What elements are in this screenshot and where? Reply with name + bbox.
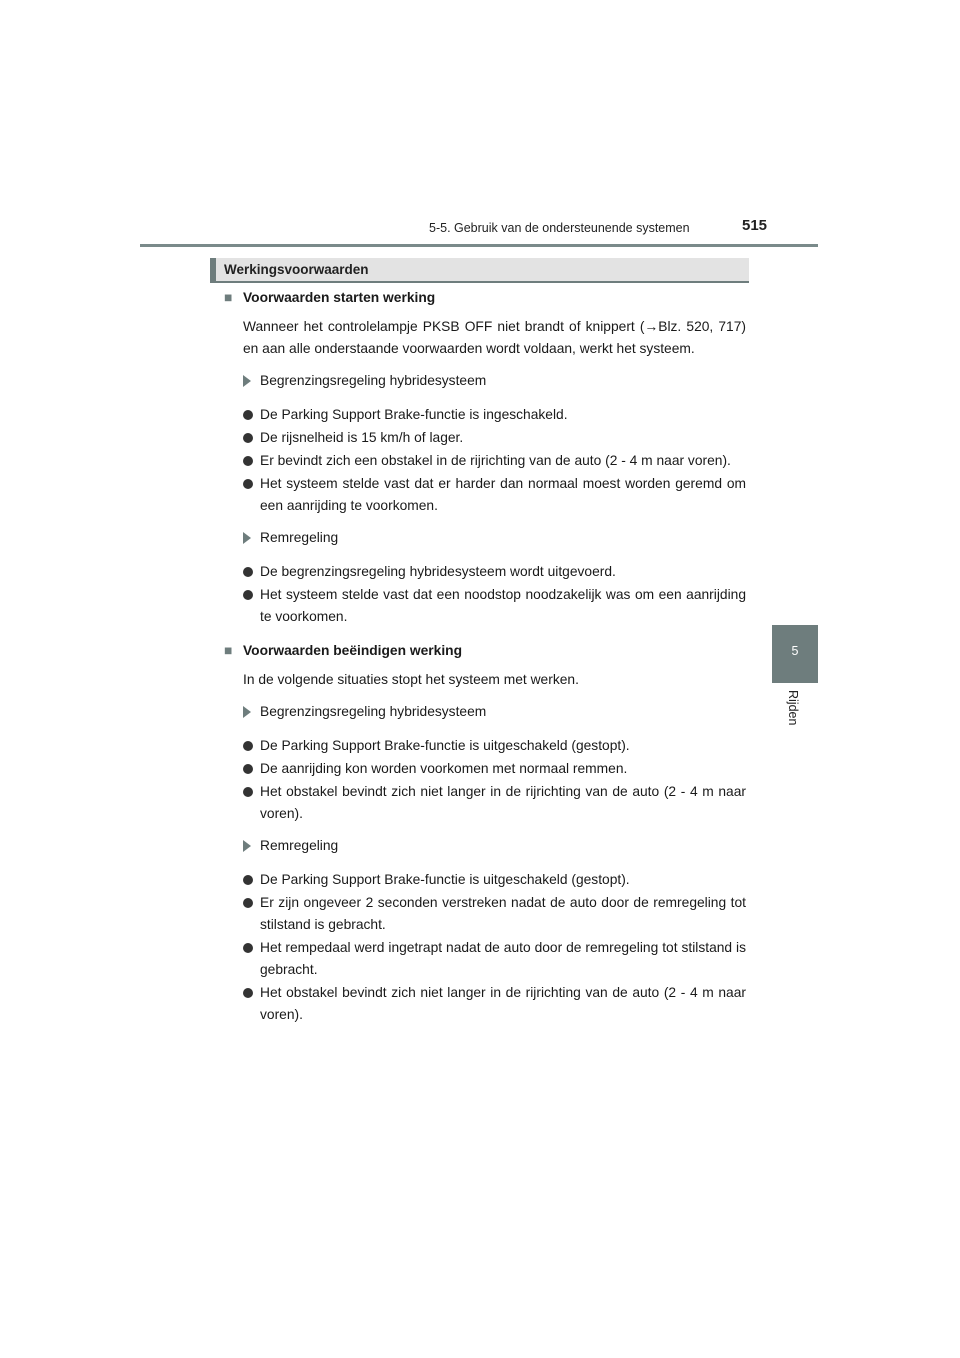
list-item-text: De Parking Support Brake-functie is uitgeschakeld (gestopt). <box>260 872 630 887</box>
list-item-text: De Parking Support Brake-functie is ingeschakeld. <box>260 407 568 422</box>
list-item <box>243 561 746 583</box>
list-item-text: Het obstakel bevindt zich niet langer in de rijrichting van de auto (2 - 4 m naar voren). <box>260 784 746 821</box>
list-item-text: De begrenzingsregeling hybridesysteem wordt uitgevoerd. <box>260 564 616 579</box>
section-title: Werkingsvoorwaarden <box>224 262 369 277</box>
bullet-dot-icon <box>243 741 253 751</box>
bullet-dot-icon <box>243 898 253 908</box>
list-item <box>243 869 746 891</box>
group-title: Begrenzingsregeling hybridesysteem <box>260 704 487 719</box>
square-bullet-icon: ■ <box>224 643 233 658</box>
group-heading <box>243 370 746 392</box>
bullet-dot-icon <box>243 433 253 443</box>
group-heading <box>243 701 746 723</box>
subsection-title: Voorwaarden starten werking <box>243 290 436 305</box>
bullet-dot-icon <box>243 787 253 797</box>
triangle-arrow-icon <box>243 840 251 852</box>
list-item <box>243 982 746 1026</box>
list-item <box>243 781 746 825</box>
subsection-title: Voorwaarden beëindigen werking <box>243 643 463 658</box>
bullet-dot-icon <box>243 410 253 420</box>
section-header-accent <box>210 258 216 283</box>
chapter-tab-label: Rijden <box>786 690 800 726</box>
list-item <box>243 427 746 449</box>
header-divider <box>140 244 818 247</box>
chapter-tab[interactable] <box>772 625 818 683</box>
square-bullet-icon: ■ <box>224 290 233 305</box>
bullet-dot-icon <box>243 764 253 774</box>
bullet-dot-icon <box>243 943 253 953</box>
subsection-intro: Wanneer het controlelampje PKSB OFF niet brandt of knippert (→Blz. 520, 717) en aan alle onderstaande voorwaarden wordt voldaan, werkt het systeem. <box>243 319 746 356</box>
page-number: 515 <box>742 217 768 234</box>
list-item <box>243 450 746 472</box>
list-item <box>243 937 746 981</box>
triangle-arrow-icon <box>243 706 251 718</box>
list-item <box>243 758 746 780</box>
list-item-text: Het obstakel bevindt zich niet langer in de rijrichting van de auto (2 - 4 m naar voren). <box>260 985 746 1022</box>
list-item <box>243 404 746 426</box>
page-content <box>224 287 746 1026</box>
list-item-text: Het rempedaal werd ingetrapt nadat de auto door de remregeling tot stilstand is gebracht. <box>260 940 746 977</box>
list-item-text: De Parking Support Brake-functie is uitgeschakeld (gestopt). <box>260 738 630 753</box>
group-title: Remregeling <box>260 838 339 853</box>
list-item <box>243 473 746 517</box>
subsection-heading <box>224 640 746 662</box>
subsection-intro: In de volgende situaties stopt het systeem met werken. <box>243 672 579 687</box>
group-heading <box>243 835 746 857</box>
list-item-text: Het systeem stelde vast dat een noodstop noodzakelijk was om een aanrijding te voorkomen. <box>260 587 746 624</box>
bullet-dot-icon <box>243 875 253 885</box>
subsection-heading <box>224 287 746 309</box>
list-item <box>243 892 746 936</box>
group-heading <box>243 527 746 549</box>
list-item-text: De rijsnelheid is 15 km/h of lager. <box>260 430 464 445</box>
group-title: Begrenzingsregeling hybridesysteem <box>260 373 487 388</box>
bullet-dot-icon <box>243 988 253 998</box>
triangle-arrow-icon <box>243 375 251 387</box>
bullet-dot-icon <box>243 590 253 600</box>
list-item-text: Het systeem stelde vast dat er harder dan normaal moest worden geremd om een aanrijding te voorkomen. <box>260 476 746 513</box>
list-item <box>243 735 746 757</box>
bullet-dot-icon <box>243 479 253 489</box>
bullet-dot-icon <box>243 456 253 466</box>
triangle-arrow-icon <box>243 532 251 544</box>
list-item-text: Er zijn ongeveer 2 seconden verstreken nadat de auto door de remregeling tot stilstand is gebracht. <box>260 895 746 932</box>
group-title: Remregeling <box>260 530 339 545</box>
list-item <box>243 584 746 628</box>
list-item-text: De aanrijding kon worden voorkomen met normaal remmen. <box>260 761 628 776</box>
section-header-underline <box>210 281 749 283</box>
running-header-section: 5-5. Gebruik van de ondersteunende systemen <box>429 221 690 235</box>
bullet-dot-icon <box>243 567 253 577</box>
section-header <box>210 258 749 283</box>
list-item-text: Er bevindt zich een obstakel in de rijrichting van de auto (2 - 4 m naar voren). <box>260 453 731 468</box>
chapter-tab-number: 5 <box>791 644 799 658</box>
